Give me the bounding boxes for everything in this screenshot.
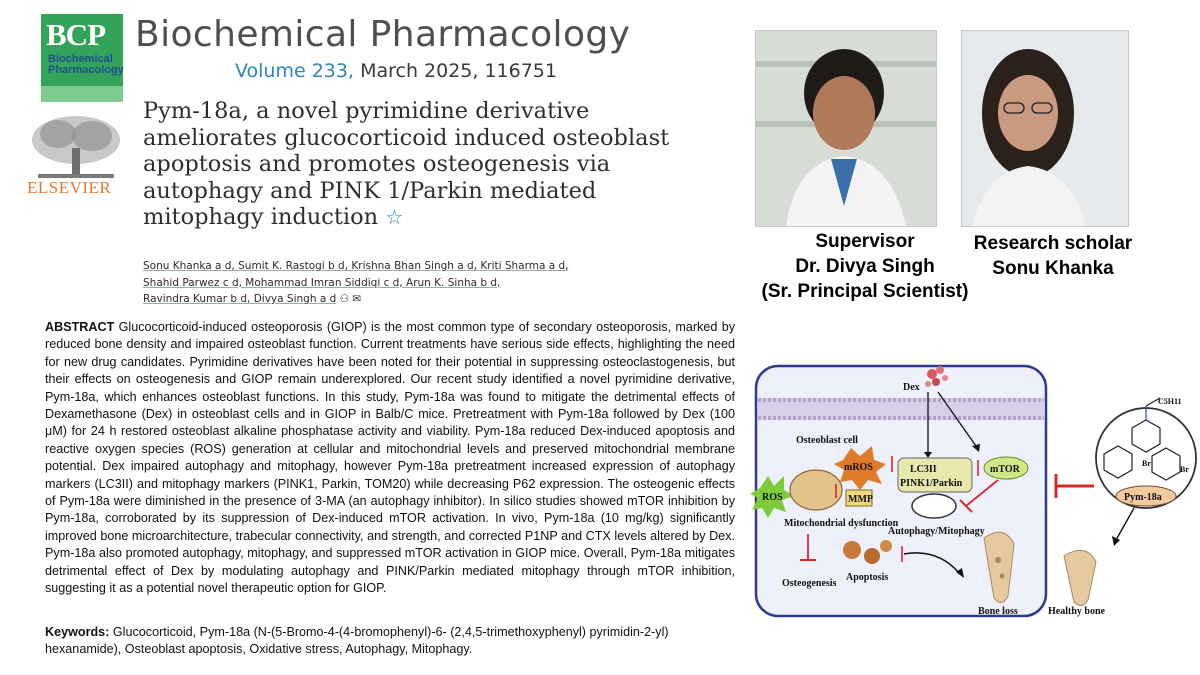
journal-logo-abbrev: BCP [46,17,105,52]
authors-line-1[interactable]: Sonu Khanka a d, Sumit K. Rastogi b d, Krishna Bhan Singh a d, Kriti Sharma a d, [143,260,569,272]
pym18a-label: Pym-18a [1124,492,1162,503]
authors-line [143,275,703,292]
scholar-caption [958,231,1148,281]
mito-dysfunction-label: Mitochondrial dysfunction [784,518,899,529]
author-list [143,258,703,308]
supervisor-caption [755,229,975,304]
ros-label: ROS [762,492,783,503]
mtor-label: mTOR [990,464,1020,475]
mros-label: mROS [844,462,873,473]
publisher-name: ELSEVIER [27,178,112,197]
osteoblast-cell-label: Osteoblast cell [796,435,858,446]
supervisor-role: Supervisor [815,231,915,252]
journal-title: Biochemical Pharmacology [135,14,631,55]
keywords-text: Glucocorticoid, Pym-18a (N-(5-Bromo-4-(4-bromophenyl)-6- (2,4,5-trimethoxyphenyl) pyrimidin-2-yl) hexanamide), Osteoblast apoptosis, Oxidative stress, Autophagy, Mitophagy. [45,625,669,657]
supervisor-portrait-icon [756,31,936,226]
supervisor-title: (Sr. Principal Scientist) [761,281,969,302]
abstract-text: Glucocorticoid-induced osteoporosis (GIOP) is the most common type of secondary osteoporosis, marked by reduced bone density and impaired osteoblast function. Current treatments have serious side effects, highlighting the need for new drug candidates. Pyrimidine derivatives have been noted for their potential in suppressing osteoclastogenesis, but their effects on osteogenesis and GIOP remain underexplored. Our recent study identified a novel pyrimidine derivative, Pym-18a, which enhances osteoblast functions. In this study, Pym-18a was found to mitigate the detrimental effects of Dexamethasone (Dex) in osteoblast cells and in GIOP in Balb/C mice. Pretreatment with Pym-18a followed by Dex (100 μM) for 24 h restored osteoblast alkaline phosphatase activity and viability. Pym-18a reduced Dex-induced apoptosis and reactive oxygen species (ROS) generation at cellular and mitochondrial levels and preserved mitochondrial membrane potential. Dex impaired autophagy and mitophagy, however Pym-18a pretreatment increased expression of autophagy markers (LC3II) and mitophagy markers (PINK1, Parkin, TOM20) while decreasing P62 expression. The osteogenic effects of Pym-18a were diminished in the presence of 3-MA (an autophagy inhibitor). In silico studies showed mTOR inhibition by Pym-18a, corroborated by its suppression of Dex-induced mTOR activation. In vivo, Pym-18a (10 mg/kg) significantly improved bone microarchitecture, trabecular connectivity, and strength, and corrected P1NP and CTX levels altered by Dex. Pym-18a also promoted autophagy, mitophagy, and suppressed mTOR activation in GIOP mice. Overall, Pym-18a mitigates detrimental effect of Dex by modulating autophagy and PINK/Parkin mediated mitophagy through mTOR inhibition, suggesting it as a potential novel therapeutic option for GIOP. [45,320,736,596]
abstract-label: ABSTRACT [45,320,115,334]
autophagy-mitophagy-label: Autophagy/Mitophagy [888,526,985,537]
paper-title [143,98,703,231]
authors-line [143,291,703,308]
lc3ii-label: LC3II [910,464,937,475]
scholar-name: Sonu Khanka [992,258,1114,279]
abstract-block [45,319,735,598]
authors-line-2[interactable]: Shahid Parwez c d, Mohammad Imran Siddiqi c d, Arun K. Sinha b d, [143,276,501,289]
healthy-bone-label: Healthy bone [1048,606,1105,617]
volume-number: Volume 233, [235,60,355,82]
keywords-block [45,624,735,659]
dex-label: Dex [903,382,920,393]
star-icon[interactable]: ☆ [385,205,404,229]
keywords-label: Keywords: [45,625,110,639]
journal-logo-name: Biochemical Pharmacology [48,53,124,76]
scholar-portrait-icon [962,31,1128,226]
cell-membrane [758,398,1044,420]
br-label-2: Br [1180,465,1189,474]
issue-date: March 2025, 116751 [360,60,557,82]
scholar-role: Research scholar [973,233,1133,254]
journal-cover-logo [41,14,123,102]
br-label-1: Br [1142,459,1151,468]
cover-strip [41,86,123,102]
mmp-label: MMP [848,494,873,505]
pink1-parkin-label: PINK1/Parkin [900,478,963,489]
supervisor-name: Dr. Divya Singh [795,256,935,277]
elsevier-tree-icon [28,112,124,182]
bone-loss-label: Bone loss [978,606,1018,617]
authors-line-3[interactable]: Ravindra Kumar b d, Divya Singh a d [143,293,337,305]
osteogenesis-label: Osteogenesis [782,578,837,589]
person-mail-icon[interactable]: ⚇ ✉ [339,293,362,305]
journal-volume [235,60,557,82]
scholar-photo [961,30,1129,227]
apoptosis-label: Apoptosis [846,572,889,583]
authors-line [143,258,703,275]
paper-title-text: Pym-18a, a novel pyrimidine derivative ameliorates glucocorticoid induced osteoblast apoptosis and promotes osteogenesis via autophagy and PINK 1/Parkin mediated mitophagy induction [143,98,670,230]
graphical-abstract [748,348,1200,623]
supervisor-photo [755,30,937,227]
chain-label: C5H11 [1158,397,1182,406]
